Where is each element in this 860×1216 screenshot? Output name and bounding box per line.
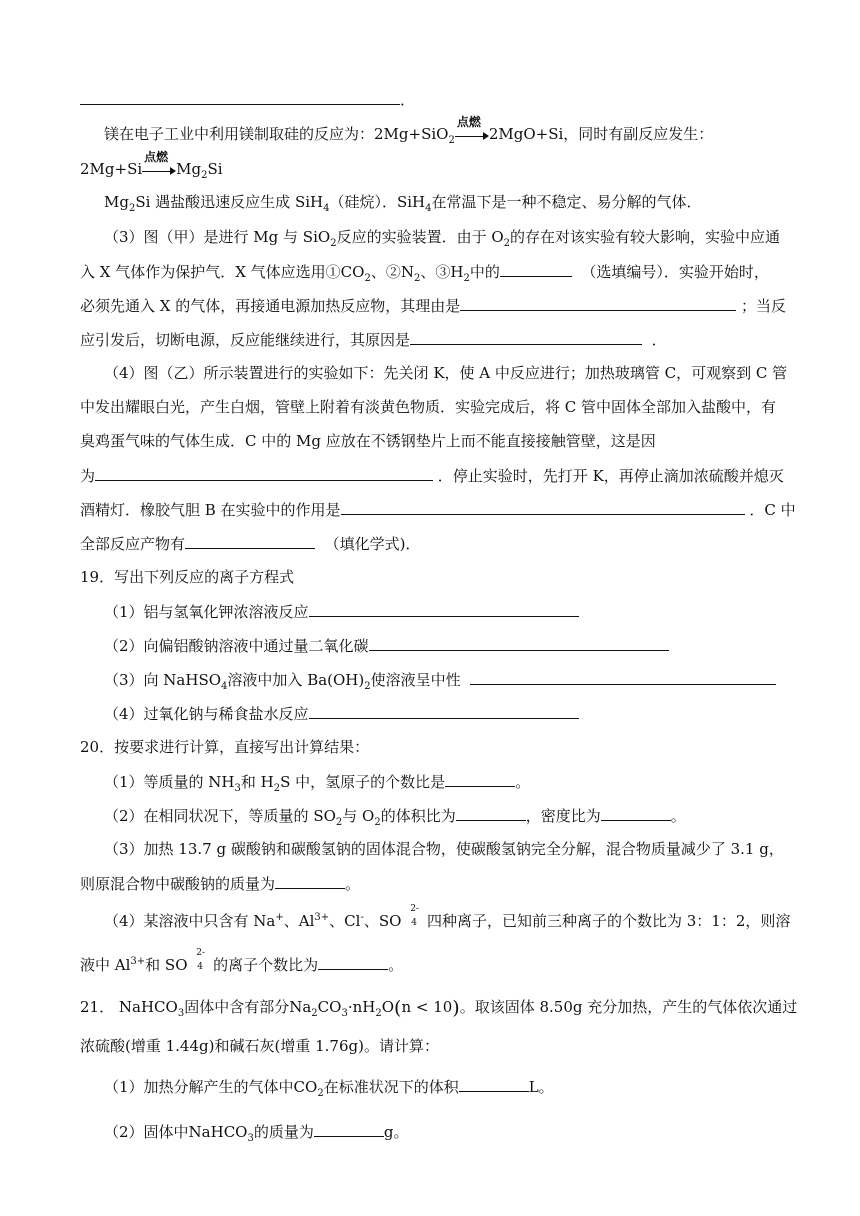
answer-blank[interactable] (470, 670, 776, 685)
answer-blank[interactable] (185, 534, 315, 549)
q20-item2: （2）在相同状况下，等质量的 $SO_2$与 $O_2$的体积比为 ，密度比为 。 (104, 807, 686, 828)
q21-line2: 浓硫酸(增重 1.44g)和碱石灰(增重 1.76g)。请计算： (80, 1037, 439, 1055)
q4-line5: 酒精灯．橡胶气胆 B 在实验中的作用是 ．C 中 (80, 501, 796, 519)
answer-blank[interactable] (318, 955, 388, 970)
answer-blank[interactable] (95, 466, 433, 481)
q3-line4: 应引发后，切断电源，反应能继续进行，其原因是 ． (80, 331, 667, 349)
mg-reaction-intro: 镁在电子工业中利用镁制取硅的反应为：2Mg+SiO$_2$ 点燃 2MgO+Si，同时有副反应发生： (104, 115, 714, 146)
period: ． (400, 91, 416, 109)
q4-line1: （4）图（乙）所示装置进行的实验如下：先关闭 K，使 A 中反应进行；加热玻璃管 C，可观察到 C 管 (104, 364, 788, 382)
formula-nahco3: NaHCO$_3$ (118, 998, 185, 1019)
answer-line-continued (80, 90, 415, 109)
q20-item3-line1: （3）加热 13.7 g 碳酸钠和碳酸氢钠的固体混合物，使碳酸氢钠完全分解，混合物质量减少了 3.1 g， (104, 840, 784, 858)
answer-blank[interactable] (369, 636, 669, 651)
answer-blank[interactable] (341, 500, 745, 515)
q20-item4-line1: （4）某溶液中只含有 Na+、$Al^{3+}$、Cl-、SO 2- 4 四种离子，已知前三种离子的个数比为 3：1：2，则溶 (104, 904, 791, 930)
q4-line3: 臭鸡蛋气味的气体生成．C 中的 Mg 应放在不锈钢垫片上而不能直接接触管壁，这是因 (80, 432, 656, 450)
answer-blank[interactable] (314, 1122, 384, 1137)
q3-line3: 必须先通入 X 的气体，再接通电源加热反应物，其理由是 ；当反 (80, 297, 787, 315)
q20-title: 20．按要求进行计算，直接写出计算结果： (80, 738, 370, 756)
answer-blank[interactable] (309, 704, 579, 719)
q3-line1: （3）图（甲）是进行 Mg 与 SiO$_2$反应的实验装置．由于 $O_2$的存在对该实验有较大影响，实验中应通 (104, 228, 781, 249)
answer-blank[interactable] (601, 806, 671, 821)
answer-blank[interactable] (500, 262, 572, 277)
q21-item2: （2）固体中NaHCO$_3$的质量为 g。 (104, 1123, 409, 1144)
q4-line4: 为 ．停止实验时，先打开 K，再停止滴加浓硫酸并熄灭 (80, 467, 784, 485)
q19-item2: （2）向偏铝酸钠溶液中通过量二氧化碳 (104, 636, 669, 655)
q19-item3: （3）向 NaHSO$_4$溶液中加入 $Ba(OH)_2$使溶液呈中性 (104, 670, 776, 689)
q19-title: 19．写出下列反应的离子方程式 (80, 568, 295, 586)
answer-blank[interactable] (410, 330, 642, 345)
answer-blank[interactable] (459, 1077, 529, 1092)
answer-blank[interactable] (80, 90, 400, 105)
formula-co2: $CO_2$ (293, 1078, 324, 1099)
q20-item1: （1）等质量的 $NH_3$和 $H_2S$ 中，氢原子的个数比是 。 (104, 773, 531, 794)
q19-item1: （1）铝与氢氧化钾浓溶液反应 (104, 602, 579, 621)
q21-line1: 21． NaHCO$_3$固体中含有部分$Na_2CO_3\cdot nH_2O(n < 10)$。取该固体 8.50g 充分加热，产生的气体依次通过 (80, 997, 798, 1019)
sulfate-ion-script: 2- 4 (196, 948, 206, 972)
q21-item1: （1）加热分解产生的气体中$CO_2$在标准状况下的体积 L。 (104, 1078, 554, 1099)
answer-blank[interactable] (445, 772, 515, 787)
formula-nahco3: NaHCO$_3$ (188, 1123, 254, 1144)
q20-item4-line2: 液中 $Al^{3+}$和 SO 2- 4 的离子个数比为 。 (80, 948, 404, 974)
answer-blank[interactable] (456, 806, 526, 821)
answer-blank[interactable] (275, 874, 345, 889)
mg-side-reaction: 2Mg+Si 点燃 $Mg_2Si$ (80, 150, 223, 181)
reaction-arrow-icon: 点燃 (455, 123, 489, 141)
q4-line6: 全部反应产物有 （填化学式)． (80, 535, 421, 553)
reaction-arrow-icon: 点燃 (142, 158, 176, 176)
sulfate-ion-script: 2- 4 (410, 904, 419, 928)
q19-item4: （4）过氧化钠与稀食盐水反应 (104, 704, 579, 723)
q20-item3-line2: 则原混合物中碳酸钠的质量为 。 (80, 875, 361, 893)
q4-line2: 中发出耀眼白光，产生白烟，管壁上附着有淡黄色物质．实验完成后，将 C 管中固体全部加入盐酸中，有 (80, 398, 777, 416)
mg2si-description: $Mg_2Si$ 遇盐酸迅速反应生成 SiH$_4$（硅烷）．SiH$_4$在常温下是一种不稳定、易分解的气体． (104, 193, 702, 214)
formula-na2co3-hydrate: $Na_2CO_3\cdot nH_2O(n < 10)$ (289, 997, 460, 1019)
answer-blank[interactable] (460, 296, 736, 311)
q3-line2: 入 X 气体作为保护气．X 气体应选用$①CO_2$、$②N_2$、$③H_2$中的 （选填编号）．实验开始时， (80, 263, 769, 284)
answer-blank[interactable] (309, 602, 579, 617)
